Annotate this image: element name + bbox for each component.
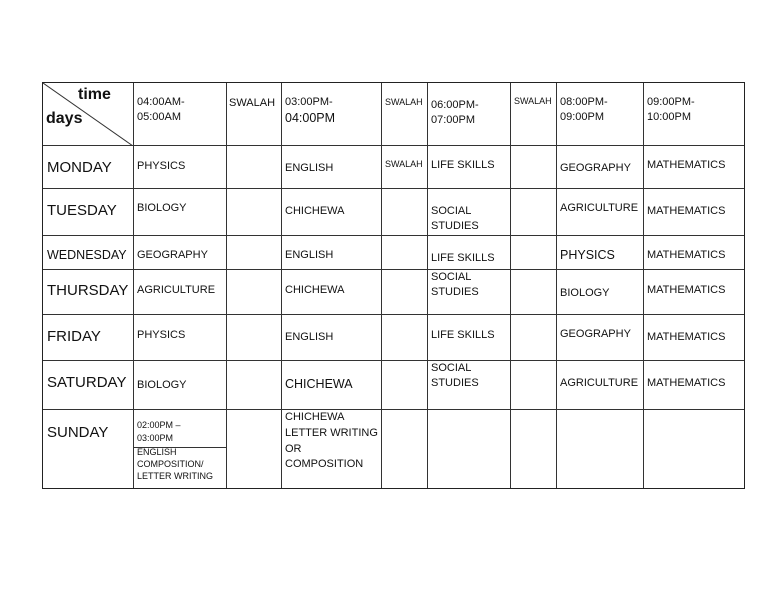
day-label-wednesday: WEDNESDAY — [47, 248, 127, 262]
row-divider — [43, 269, 744, 270]
day-label-tuesday: TUESDAY — [47, 202, 117, 219]
tuesday-slot3-line1: SOCIAL — [431, 205, 472, 217]
saturday-slot4: AGRICULTURE — [560, 377, 639, 389]
day-label-friday: FRIDAY — [47, 328, 101, 345]
row-divider — [43, 360, 744, 361]
column-divider — [381, 83, 382, 488]
friday-slot4: GEOGRAPHY — [560, 328, 631, 340]
sunday-slot1-line2: COMPOSITION/ — [137, 459, 204, 469]
sunday-time-line2: 03:00PM — [137, 433, 174, 443]
header-slot3-line1: 06:00PM- — [431, 99, 479, 111]
day-label-monday: MONDAY — [47, 159, 112, 176]
monday-slot1: PHYSICS — [137, 160, 186, 172]
friday-slot2: ENGLISH — [285, 331, 334, 343]
sunday-slot2-line1: CHICHEWA — [285, 411, 345, 423]
column-divider — [643, 83, 644, 488]
friday-slot1: PHYSICS — [137, 329, 186, 341]
header-slot4-line2: 09:00PM — [560, 111, 605, 123]
header-slot1-line2: 05:00AM — [137, 111, 182, 123]
monday-slot5: MATHEMATICS — [647, 159, 726, 171]
sunday-slot1-line3: LETTER WRITING — [137, 471, 213, 481]
header-slot1-line1: 04:00AM- — [137, 96, 185, 108]
tuesday-slot3-line2: STUDIES — [431, 220, 479, 232]
friday-slot3: LIFE SKILLS — [431, 329, 495, 341]
row-divider — [43, 145, 744, 146]
monday-swalah: SWALAH — [385, 159, 423, 169]
column-divider — [133, 83, 134, 488]
column-divider — [556, 83, 557, 488]
wednesday-slot4: PHYSICS — [560, 248, 615, 262]
header-slot2-line1: 03:00PM- — [285, 96, 333, 108]
friday-slot5: MATHEMATICS — [647, 331, 726, 343]
row-divider — [43, 235, 744, 236]
saturday-slot3-line2: STUDIES — [431, 377, 479, 389]
tuesday-slot1: BIOLOGY — [137, 202, 187, 214]
saturday-slot2: CHICHEWA — [285, 377, 353, 391]
row-divider — [43, 409, 744, 410]
tuesday-slot4: AGRICULTURE — [560, 202, 639, 214]
monday-slot2: ENGLISH — [285, 162, 334, 174]
sunday-slot1-line1: ENGLISH — [137, 447, 177, 457]
column-divider — [226, 83, 227, 488]
tuesday-slot5: MATHEMATICS — [647, 205, 726, 217]
row-divider — [43, 314, 744, 315]
column-divider — [281, 83, 282, 488]
monday-slot3: LIFE SKILLS — [431, 159, 495, 171]
corner-time-label: time — [78, 86, 111, 103]
thursday-slot3-line2: STUDIES — [431, 286, 479, 298]
header-swalah3: SWALAH — [514, 96, 552, 106]
thursday-slot4: BIOLOGY — [560, 287, 610, 299]
header-swalah2: SWALAH — [385, 97, 423, 107]
header-slot2-line2: 04:00PM — [285, 111, 336, 125]
corner-days-label: days — [46, 110, 83, 127]
thursday-slot2: CHICHEWA — [285, 284, 345, 296]
day-label-thursday: THURSDAY — [47, 282, 129, 299]
tuesday-slot2: CHICHEWA — [285, 205, 345, 217]
header-swalah1: SWALAH — [229, 97, 276, 109]
wednesday-slot5: MATHEMATICS — [647, 249, 726, 261]
sunday-slot2-line3: OR — [285, 443, 302, 455]
header-slot5-line2: 10:00PM — [647, 111, 692, 123]
sunday-slot2-line4: COMPOSITION — [285, 458, 364, 470]
day-label-sunday: SUNDAY — [47, 424, 109, 441]
wednesday-slot3: LIFE SKILLS — [431, 252, 495, 264]
saturday-slot3-line1: SOCIAL — [431, 362, 472, 374]
saturday-slot5: MATHEMATICS — [647, 377, 726, 389]
sunday-slot2-line2: LETTER WRITING — [285, 427, 378, 439]
sunday-time-line1: 02:00PM – — [137, 420, 181, 430]
column-divider — [510, 83, 511, 488]
wednesday-slot1: GEOGRAPHY — [137, 249, 208, 261]
monday-slot4: GEOGRAPHY — [560, 162, 631, 174]
thursday-slot3-line1: SOCIAL — [431, 271, 472, 283]
wednesday-slot2: ENGLISH — [285, 249, 334, 261]
day-label-saturday: SATURDAY — [47, 374, 127, 391]
header-slot5-line1: 09:00PM- — [647, 96, 695, 108]
thursday-slot5: MATHEMATICS — [647, 284, 726, 296]
header-slot3-line2: 07:00PM — [431, 114, 476, 126]
column-divider — [427, 83, 428, 488]
thursday-slot1: AGRICULTURE — [137, 284, 216, 296]
header-slot4-line1: 08:00PM- — [560, 96, 608, 108]
row-divider — [43, 188, 744, 189]
saturday-slot1: BIOLOGY — [137, 379, 187, 391]
